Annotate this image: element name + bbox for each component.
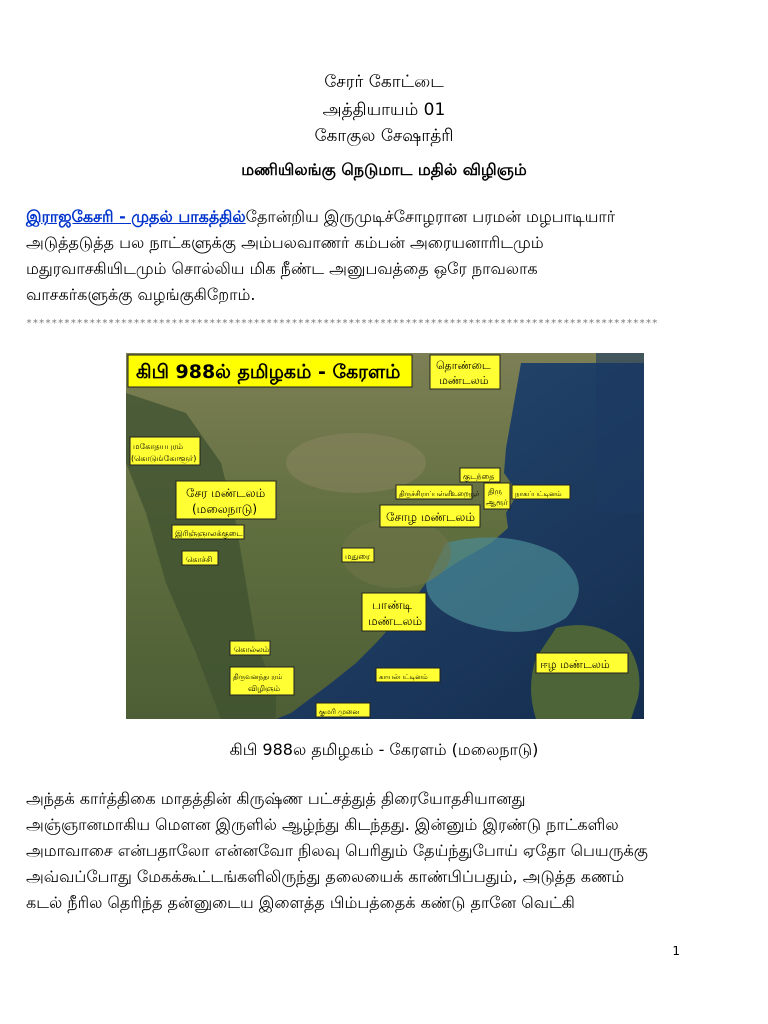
plateau-patch bbox=[286, 433, 426, 493]
madurai-label: மதுரை bbox=[345, 552, 371, 561]
kochi-label: கொச்சி bbox=[186, 555, 213, 564]
body-line-5: கடல் நீரில தெரிந்த தன்னுடைய இளைத்த பிம்பத்தைக் கண்டு தானே வெட்கி bbox=[26, 893, 575, 912]
pandi-label-line-1: பாண்டி bbox=[372, 598, 413, 612]
bay-shade bbox=[596, 353, 644, 513]
chera-label-line-2: (மலைநாடு) bbox=[192, 502, 258, 516]
trichy-label: திருச்சிராப்பள்ளி bbox=[399, 490, 453, 498]
thiruvarur-label-line-2: ஆரூர் bbox=[486, 498, 508, 507]
document-title: சேரர் கோட்டை bbox=[324, 72, 444, 92]
mahodayapuram-label-line-2: (கொடுங்கோளூர்) bbox=[131, 454, 197, 463]
nagapattinam-label: நாகப்பட்டினம் bbox=[515, 490, 562, 498]
uraiyur-label: உறையூர் bbox=[451, 490, 480, 498]
chola-label: சோழ மண்டலம் bbox=[386, 510, 475, 524]
thondai-label-line-2: மண்டலம் bbox=[439, 374, 489, 387]
map-caption: கிபி 988ல தமிழகம் - கேரளம் (மலைநாடு) bbox=[229, 740, 539, 759]
body-paragraph bbox=[26, 786, 746, 916]
intro-line-3: மதுரவாசகியிடமும் சொல்லிய மிக நீண்ட அனுபவத்தை ஒரே நாவலாக bbox=[26, 259, 538, 278]
kumari-label: குமரி முனை bbox=[319, 708, 360, 716]
thondai-label-line-1: தொண்டை bbox=[436, 359, 491, 372]
rajakesari-link[interactable]: இராஜகேசரி - முதல் பாகத்தில் bbox=[26, 207, 246, 226]
kudanthai-label: குடந்தை bbox=[463, 472, 495, 481]
page-number: 1 bbox=[672, 944, 680, 958]
body-line-1: அந்தக் கார்த்திகை மாதத்தின் கிருஷ்ண பட்சத்துத் திரையோதசியானது bbox=[26, 789, 526, 808]
map-image bbox=[126, 353, 644, 719]
intro-paragraph bbox=[26, 204, 746, 308]
intro-line-1: தோன்றிய இருமுடிச்சோழரான பரமன் மழபாடியார் bbox=[245, 207, 616, 226]
intro-line-2: அடுத்தடுத்த பல நாட்களுக்கு அம்பலவாணர் கம்பன் அரையனாரிடமும் bbox=[26, 233, 544, 252]
map-title: கிபி 988ல் தமிழகம் - கேரளம் bbox=[136, 361, 401, 383]
thiruvarur-label-line-1: திரு bbox=[488, 487, 502, 496]
body-line-4: அவ்வப்போது மேகக்கூட்டங்களிலிருந்து தலையைக் காண்பிப்பதும், அடுத்த கணம் bbox=[26, 867, 625, 886]
section-heading: மணியிலங்கு நெடுமாட மதில் விழிஞம் bbox=[241, 160, 527, 179]
chapter-label: அத்தியாயம் 01 bbox=[322, 100, 446, 120]
chera-label-line-1: சேர மண்டலம் bbox=[186, 486, 266, 500]
mahodayapuram-label-line-1: மகோதயபுரம் bbox=[133, 442, 184, 451]
intro-line-4: வாசகர்களுக்கு வழங்குகிறோம். bbox=[26, 285, 256, 304]
vizhinjam-label: விழிஞம் bbox=[248, 684, 281, 693]
separator-line: **************************************************************************************************** bbox=[26, 318, 659, 329]
pandi-label-line-2: மண்டலம் bbox=[368, 614, 423, 628]
irinjalakuda-label: இரிஞ்ஞாலக்குடை bbox=[175, 529, 243, 538]
kollam-label: கொல்லம் bbox=[234, 645, 270, 654]
kayalpattinam-label: காயல்பட்டினம் bbox=[379, 673, 428, 681]
map-graphic bbox=[126, 353, 644, 719]
eezham-label: ஈழ மண்டலம் bbox=[540, 658, 610, 671]
thiruvananthapuram-label-line-1: திருவனந்தபுரம் bbox=[233, 673, 283, 681]
body-line-2: அஞ்ஞானமாகிய மௌன இருளில் ஆழ்ந்து கிடந்தது. இன்னும் இரண்டு நாட்களில bbox=[26, 815, 619, 834]
body-line-3: அமாவாசை என்பதாலோ என்னவோ நிலவு பெரிதும் தேய்ந்துபோய் ஏதோ பெயருக்கு bbox=[26, 841, 648, 860]
author-name: கோகுல சேஷாத்ரி bbox=[314, 126, 454, 146]
